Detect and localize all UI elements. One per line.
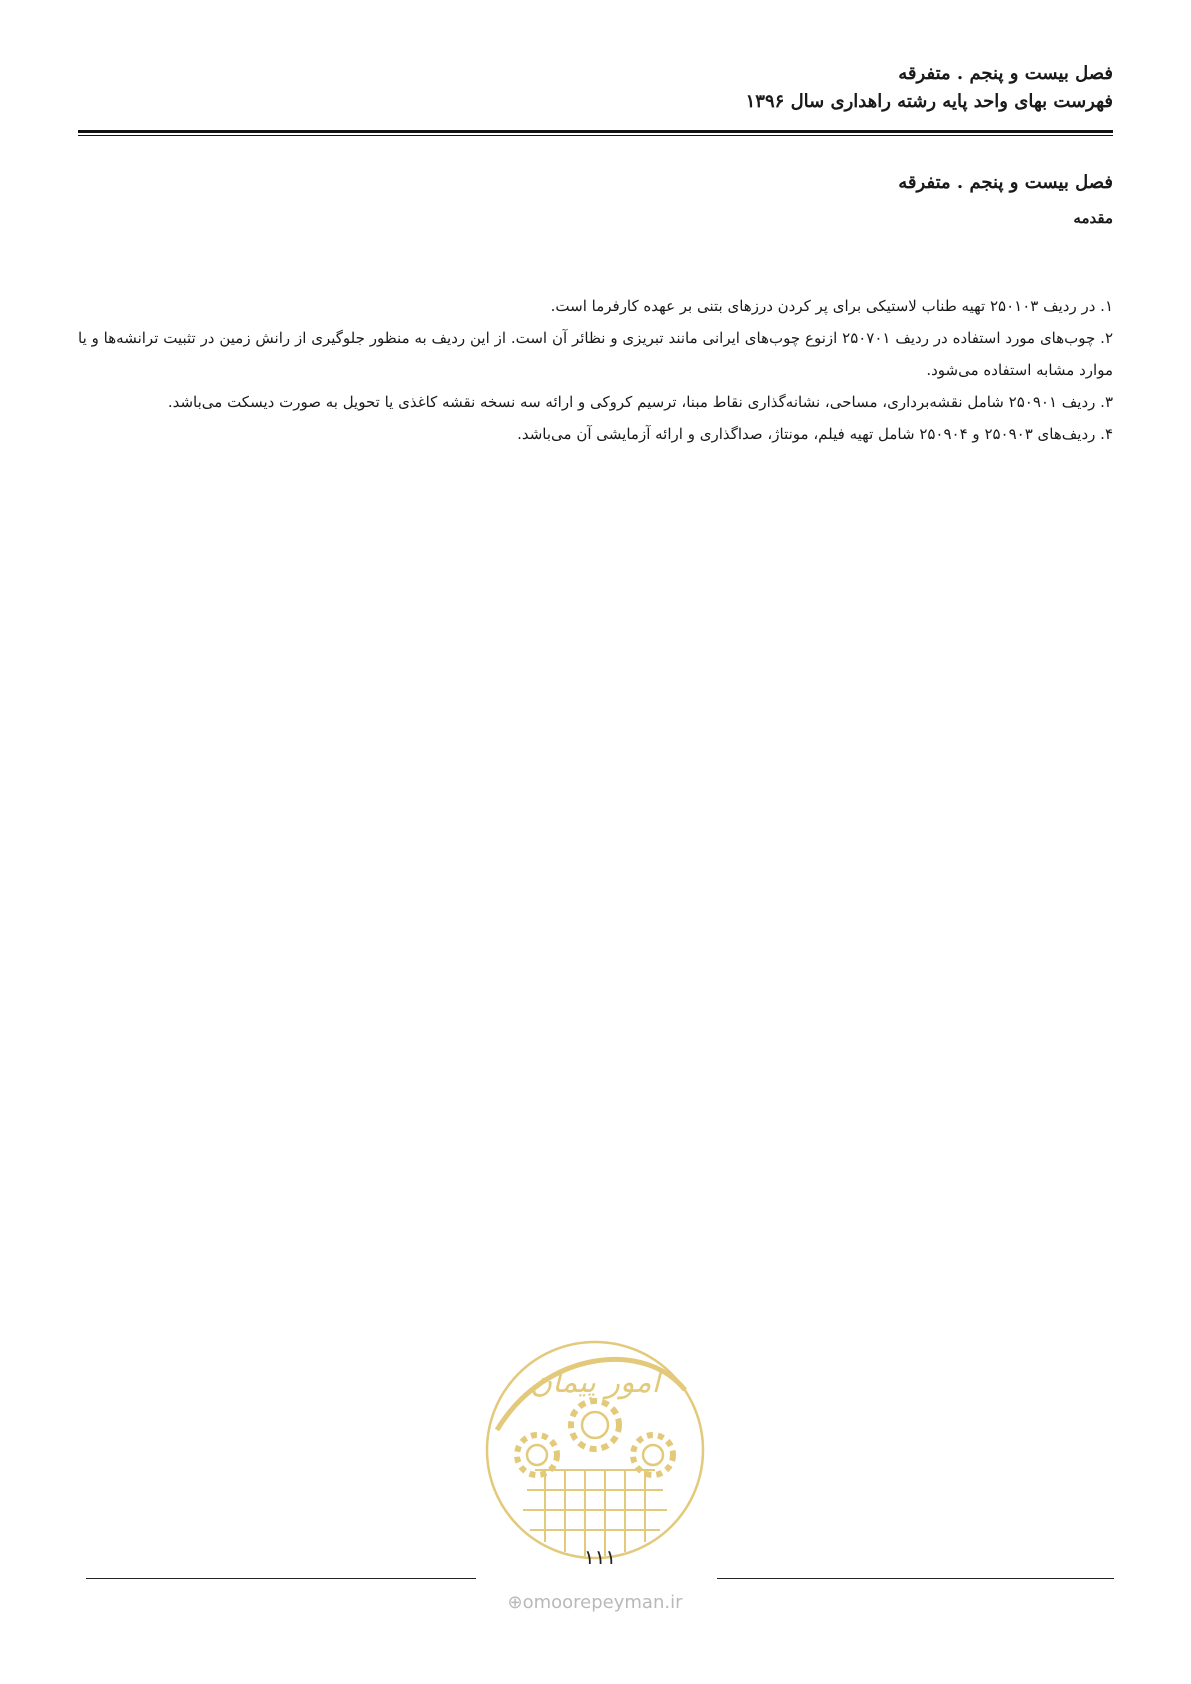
paragraph-2: ۲. چوب‌های مورد استفاده در ردیف ۲۵۰۷۰۱ ازنوع چوب‌های ایرانی مانند تبریزی و نظائر آن است. از این ردیف به منظور جلوگیری از رانش زمین در تثبیت ترانشه‌ها و یا موارد مشابه استفاده می‌شود. xyxy=(78,329,1113,379)
section-subtitle: مقدمه xyxy=(1073,209,1113,227)
watermark-text: امور پیمان xyxy=(530,1365,660,1400)
footer-site-label xyxy=(480,1592,710,1613)
footer-site-text: omoorepeyman.ir xyxy=(522,1592,683,1613)
footer-divider-right xyxy=(717,1578,1114,1579)
footer-divider-left xyxy=(86,1578,476,1579)
body-text xyxy=(78,290,1113,450)
globe-icon: ⊕ xyxy=(507,1592,523,1613)
paragraph-3: ۳. ردیف ۲۵۰۹۰۱ شامل نقشه‌برداری، مساحی، نشانه‌گذاری نقاط مبنا، ترسیم کروکی و ارائه سه نسخه نقشه کاغذی یا تحویل به صورت دیسکت می‌باشد. xyxy=(167,393,1113,411)
section-title: فصل بیست و پنجم . متفرقه xyxy=(898,172,1113,193)
watermark-seal-icon xyxy=(475,1330,715,1570)
paragraph-1: ۱. در ردیف ۲۵۰۱۰۳ تهیه طناب لاستیکی برای پر کردن درزهای بتنی بر عهده کارفرما است. xyxy=(550,297,1113,315)
page-header xyxy=(746,60,1113,116)
header-divider-thin xyxy=(78,135,1113,136)
header-chapter-title: فصل بیست و پنجم . متفرقه xyxy=(898,63,1113,84)
header-document-title: فهرست بهای واحد پایه رشته راهداری سال ۱۳۹۶ xyxy=(745,91,1113,112)
header-divider-thick xyxy=(78,130,1113,133)
page-number: ۱۱۱ xyxy=(583,1545,617,1569)
paragraph-4: ۴. ردیف‌های ۲۵۰۹۰۳ و ۲۵۰۹۰۴ شامل تهیه فیلم، مونتاژ، صداگذاری و ارائه آزمایشی آن می‌باشد. xyxy=(517,425,1113,443)
